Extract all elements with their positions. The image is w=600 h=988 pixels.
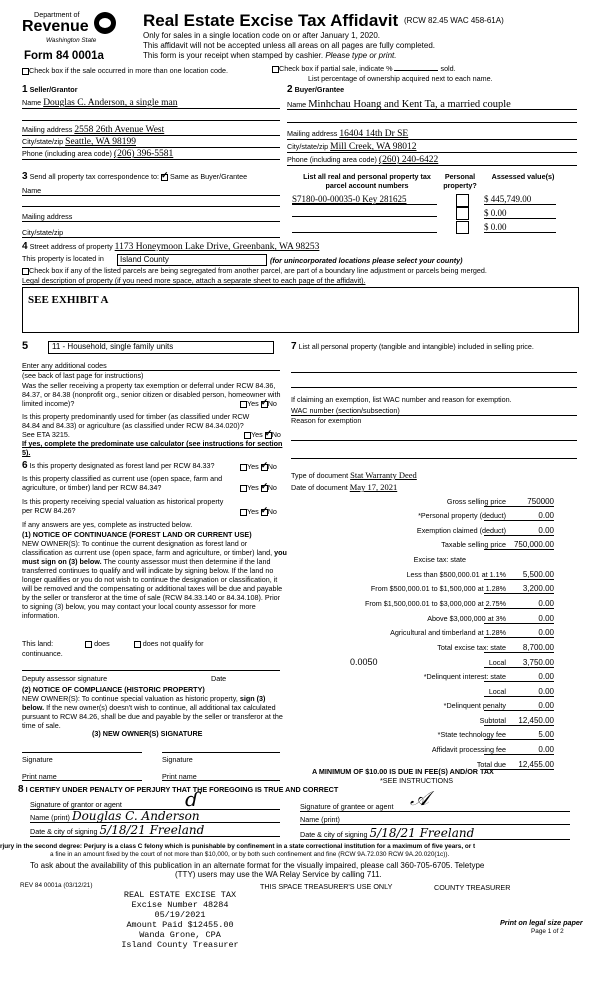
tax-label: *Personal property (deduct) bbox=[418, 511, 506, 520]
page-title: Real Estate Excise Tax Affidavit bbox=[143, 11, 399, 30]
tax-value[interactable]: 3,750.00 bbox=[484, 658, 554, 668]
deputy-signature[interactable]: Deputy assessor signature bbox=[22, 674, 108, 683]
buyer-city-field[interactable]: City/state/zip Mill Creek, WA 98012 bbox=[287, 142, 577, 153]
stamp-line: Excise Number 48284 bbox=[131, 900, 229, 910]
personal-col-header: Personal property? bbox=[443, 172, 477, 190]
dept-label: Department of bbox=[34, 10, 80, 19]
tax-label: Exemption claimed (deduct) bbox=[416, 526, 506, 535]
sec5-num: 5 bbox=[22, 340, 29, 352]
wac-number-field[interactable]: WAC number (section/subsection) bbox=[291, 406, 577, 416]
sec3-heading: 3 Send all property tax correspondence to: ✓ Same as Buyer/Grantee bbox=[22, 172, 247, 181]
sec6-q3: Is this property receiving special valuation as historical property per RCW 84.26? bbox=[22, 497, 224, 515]
sec6-h3: (3) NEW OWNER(S) SIGNATURE bbox=[92, 729, 203, 738]
treasurer-only: THIS SPACE TREASURER'S USE ONLY bbox=[260, 882, 393, 891]
minimum-due: A MINIMUM OF $10.00 IS DUE IN FEE(S) AND/OR TAX bbox=[312, 767, 494, 776]
buyer-name-field[interactable]: Name Minhchau Hoang and Kent Ta, a married couple bbox=[287, 100, 577, 110]
header-line3: This form is your receipt when stamped by cashier. Please type or print. bbox=[143, 51, 397, 60]
sec6-q2: Is this property classified as current use (open space, farm and agriculture, or timber) land per RCW 84.34? bbox=[22, 474, 223, 492]
tax-label: Affidavit processing fee bbox=[431, 745, 506, 754]
new-owner-print-1[interactable]: Print name bbox=[22, 772, 57, 781]
multi-location-checkbox[interactable] bbox=[22, 68, 29, 75]
doc-date-field[interactable]: Date of document May 17, 2021 bbox=[291, 482, 398, 492]
tax-value[interactable]: 12,455.00 bbox=[484, 760, 554, 770]
tax-label: Taxable selling price bbox=[441, 540, 506, 549]
sec6-q1: 6 Is this property designated as forest land per RCW 84.33? bbox=[22, 460, 215, 471]
availability-note-2: (TTY) users may use the WA Relay Service by calling 711. bbox=[175, 870, 382, 879]
tax-value[interactable]: 3,200.00 bbox=[484, 584, 554, 594]
tax-label: Local bbox=[488, 658, 506, 667]
seller-city-field[interactable]: City/state/zip Seattle, WA 98199 bbox=[22, 137, 280, 148]
county-note: (for unincorporated locations please select your county) bbox=[270, 256, 463, 265]
revenue-label: Revenue bbox=[22, 18, 89, 35]
sec6-q3-answer[interactable]: Yes✓ No bbox=[240, 507, 277, 516]
seller-phone-field[interactable]: Phone (including area code) (206) 396-5581 bbox=[22, 149, 280, 160]
new-owner-signature-1[interactable]: Signature bbox=[22, 755, 53, 764]
form-number: Form 84 0001a bbox=[24, 50, 104, 62]
grantor-signature: ɗ bbox=[185, 787, 199, 811]
tax-label: Total excise tax: state bbox=[437, 643, 506, 652]
buyer-heading: 2 Buyer/Grantee bbox=[287, 84, 345, 95]
tax-label: From $500,000.01 to $1,500,000 at 1.28% bbox=[370, 584, 506, 593]
sec6-q2-answer[interactable]: Yes✓ No bbox=[240, 483, 277, 492]
perjury-note-2: a fine in an amount fixed by the court of not more than $10,000, or by both such confinement and fine (RCW 9A.72.030 RCW 9A.20.020(1c)). bbox=[50, 851, 450, 858]
sec6-p1: NEW OWNER(S): To continue the current designation as forest land or classification as current use (open space, farm and agriculture, or timber) land, you must sign on (3) below. The county assessor must then determine if the land transferred continues to qualify and will indicate by signing below. If the land no longer qualifies or you do not wish to continue the designation or classification, it will be removed and the compensating or additional taxes will be due and payable by the seller or transferor at the time of sale (RCW 84.33.140 or 84.34.108). Prior to signing (3) below, you may contact your local county assessor for more information. bbox=[22, 539, 287, 620]
tax-label: From $1,500,000.01 to $3,000,000 at 2.75% bbox=[364, 599, 506, 608]
sec5-q2-answer[interactable]: Yes✓ No bbox=[244, 430, 281, 439]
parcel-row-2-personal[interactable] bbox=[456, 207, 469, 220]
sec5-q1-answer[interactable]: Yes✓ No bbox=[240, 399, 277, 408]
treasurer-stamp bbox=[110, 890, 250, 950]
exhibit-text: SEE EXHIBIT A bbox=[28, 294, 109, 306]
grantee-date-field[interactable]: Date & city of signing 5/18/21 Freeland bbox=[300, 829, 570, 840]
tax-value[interactable]: 0.00 bbox=[484, 745, 554, 755]
sec6-p2: NEW OWNER(S): To continue special valuation as historic property, sign (3) below. If the new owner(s) doesn't wish to continue, all additional tax calculated pursuant to RCW 84.26, shall be due and payable by the seller or transferor at the time of sale. bbox=[22, 694, 283, 730]
parcel-row-1[interactable]: S7180-00-00035-0 Key 281625 bbox=[292, 194, 437, 205]
street-address-field[interactable]: 4 Street address of property 1173 Honeymoon Lake Drive, Greenbank, WA 98253 bbox=[22, 241, 320, 252]
sec8-certify: 8 I CERTIFY UNDER PENALTY OF PERJURY THAT THE FOREGOING IS TRUE AND CORRECT bbox=[18, 784, 339, 795]
stamp-line: Island County Treasurer bbox=[121, 940, 239, 950]
tax-label: Agricultural and timberland at 1.28% bbox=[390, 628, 506, 637]
tax-value[interactable]: 12,450.00 bbox=[484, 716, 554, 726]
header-line2: This affidavit will not be accepted unless all areas on all pages are fully completed. bbox=[143, 41, 436, 50]
tax-value[interactable]: 0.00 bbox=[484, 511, 554, 521]
availability-note: To ask about the availability of this publication in an alternate format for the visually impaired, please call 360-705-6705. Teletype bbox=[30, 861, 485, 870]
sec6-note: If any answers are yes, complete as instructed below. bbox=[22, 520, 193, 529]
sec6-h1: (1) NOTICE OF CONTINUANCE (FOREST LAND OR CURRENT USE) bbox=[22, 530, 252, 539]
parcel-row-1-personal[interactable] bbox=[456, 194, 469, 207]
buyer-address-field[interactable]: Mailing address 16404 14th Dr SE bbox=[287, 129, 577, 140]
sec6-h2: (2) NOTICE OF COMPLIANCE (HISTORIC PROPERTY) bbox=[22, 685, 205, 694]
sec5-q1: Was the seller receiving a property tax exemption or deferral under RCW 84.36, 84.37, or 84.38 (nonprofit org., senior citizen or disabled person, homeowner with limited income)? bbox=[22, 381, 281, 408]
this-land-row[interactable]: This land: does does not qualify for bbox=[22, 639, 204, 648]
tax-value[interactable]: 0.00 bbox=[484, 526, 554, 536]
revenue-logo bbox=[22, 10, 127, 50]
grantee-name-field[interactable]: Name (print) bbox=[300, 815, 570, 825]
see-instructions: *SEE INSTRUCTIONS bbox=[380, 776, 454, 785]
header-line1: Only for sales in a single location code on or after January 1, 2020. bbox=[143, 31, 381, 40]
tax-value[interactable]: 0.00 bbox=[484, 701, 554, 711]
tax-value[interactable]: 750,000.00 bbox=[484, 540, 554, 550]
tax-value[interactable]: 5,500.00 bbox=[484, 570, 554, 580]
legal-desc-label: Legal description of property (if you need more space, attach a separate sheet to each page of the affidavit). bbox=[22, 276, 366, 285]
tax-label: Above $3,000,000 at 3% bbox=[427, 614, 506, 623]
sec5-q2b: If yes, complete the predominate use calculator (see instructions for section 5). bbox=[22, 439, 283, 457]
parcel-row-3-personal[interactable] bbox=[456, 221, 469, 234]
tax-label: Total due bbox=[476, 760, 506, 769]
sec3-city-field[interactable]: City/state/zip bbox=[22, 228, 280, 238]
assessed-col-header: Assessed value(s) bbox=[491, 172, 555, 181]
parcel-row-1-value[interactable]: $ 445,749.00 bbox=[484, 194, 556, 205]
grantee-signature-field[interactable]: Signature of grantee or agent bbox=[300, 802, 570, 812]
rev-number: REV 84 0001a (03/12/21) bbox=[20, 882, 93, 889]
grantor-signature-field[interactable]: Signature of grantor or agent bbox=[30, 800, 280, 810]
sec5-q2: Is this property predominantly used for timber (as classified under RCW 84.84 and 84.33) or agriculture (as classified under RCW 84.34.020)? See ETA 3215. bbox=[22, 412, 250, 439]
page-number: Page 1 of 2 bbox=[531, 928, 564, 935]
same-as-buyer-checkbox[interactable] bbox=[161, 174, 168, 181]
seller-name-field[interactable]: Name Douglas C. Anderson, a single man bbox=[22, 98, 280, 109]
sec7-text: 7 List all personal property (tangible and intangible) included in selling price. bbox=[291, 341, 534, 352]
stamp-line: Amount Paid $12455.00 bbox=[126, 920, 234, 930]
tax-label: *Delinquent interest: state bbox=[423, 672, 506, 681]
additional-codes-field[interactable]: Enter any additional codes bbox=[22, 361, 280, 371]
legal-desc-box[interactable] bbox=[22, 287, 579, 333]
tax-label: Local bbox=[488, 687, 506, 696]
parcel-row-2-value[interactable]: $ 0.00 bbox=[484, 208, 556, 219]
seller-address-field[interactable]: Mailing address 2558 26th Avenue West bbox=[22, 125, 280, 136]
stamp-line: REAL ESTATE EXCISE TAX bbox=[123, 890, 237, 900]
grantee-signature: 𝒜 bbox=[410, 786, 429, 810]
doc-type-field[interactable]: Type of document Stat Warranty Deed bbox=[291, 470, 417, 480]
see-back-note: (see back of last page for instructions) bbox=[22, 371, 144, 380]
perjury-note: rjury in the second degree: Perjury is a class C felony which is punishable by confinement in a state correctional institution for a maximum of five years, or t bbox=[0, 843, 476, 850]
partial-sale-checkbox[interactable] bbox=[272, 66, 279, 73]
sec6-q1-answer[interactable]: Yes✓ No bbox=[240, 462, 277, 471]
stamp-line: 05/19/2021 bbox=[154, 910, 206, 920]
tax-value[interactable]: 0.00 bbox=[484, 672, 554, 682]
tax-label: *Delinquent penalty bbox=[443, 701, 506, 710]
tax-value[interactable]: 0.00 bbox=[484, 599, 554, 609]
state-label: Washington State bbox=[46, 37, 97, 44]
pct-note: List percentage of ownership acquired next to each name. bbox=[308, 74, 493, 83]
segregated-checkbox[interactable] bbox=[22, 268, 29, 275]
tax-label: *State technology fee bbox=[437, 730, 506, 739]
partial-sale-check[interactable]: Check box if partial sale, indicate % sold. bbox=[272, 64, 456, 73]
rcw-ref: (RCW 82.45 WAC 458-61A) bbox=[404, 16, 504, 25]
continuance-label: continuance. bbox=[22, 649, 63, 658]
tax-label: Gross selling price bbox=[446, 497, 506, 506]
grantor-name-field[interactable]: Name (print) Douglas C. Anderson bbox=[30, 812, 280, 823]
multi-location-check[interactable]: Check box if the sale occurred in more than one location code. bbox=[22, 66, 228, 75]
buyer-phone-field[interactable]: Phone (including area code) (260) 240-6422 bbox=[287, 155, 577, 166]
parcel-row-3-value[interactable]: $ 0.00 bbox=[484, 222, 556, 233]
seller-heading: 1 Seller/Grantor bbox=[22, 84, 78, 95]
county-field: This property is located in bbox=[22, 254, 104, 263]
parcel-col-header: List all real and personal property tax parcel account numbers bbox=[303, 172, 431, 190]
wac-label: If claiming an exemption, list WAC number and reason for exemption. bbox=[291, 395, 512, 404]
tax-value[interactable]: 8,700.00 bbox=[484, 643, 554, 653]
tax-value[interactable]: 0.00 bbox=[484, 687, 554, 697]
tax-table bbox=[290, 497, 578, 737]
revenue-swirl-icon bbox=[94, 12, 116, 34]
reason-field[interactable]: Reason for exemption bbox=[291, 416, 362, 425]
segregated-check[interactable]: Check box if any of the listed parcels are being segregated from another parcel, are part of a boundary line adjustment or parcels being merged. bbox=[22, 266, 487, 275]
county-select[interactable]: Island County bbox=[117, 254, 267, 266]
stamp-line: Wanda Grone, CPA bbox=[139, 930, 221, 940]
tax-label: Subtotal bbox=[479, 716, 506, 725]
grantor-date-field[interactable]: Date & city of signing 5/18/21 Freeland bbox=[30, 826, 280, 837]
local-rate[interactable]: 0.0050 bbox=[350, 657, 378, 667]
tax-label: Less than $500,000.01 at 1.1% bbox=[406, 570, 506, 579]
parcel-row-2[interactable] bbox=[292, 216, 437, 217]
new-owner-signature-2[interactable]: Signature bbox=[162, 755, 193, 764]
tax-value[interactable]: 0.00 bbox=[484, 614, 554, 624]
use-code-select[interactable]: 11 - Household, single family units bbox=[48, 341, 274, 354]
sec3-name-field[interactable]: Name bbox=[22, 186, 280, 196]
tax-value[interactable]: 750000 bbox=[484, 497, 554, 507]
tax-value[interactable]: 0.00 bbox=[484, 628, 554, 638]
county-treasurer: COUNTY TREASURER bbox=[434, 883, 511, 892]
legal-paper-note: Print on legal size paper bbox=[500, 918, 583, 927]
parcel-row-3[interactable] bbox=[292, 232, 437, 233]
deputy-date[interactable]: Date bbox=[211, 674, 227, 683]
new-owner-print-2[interactable]: Print name bbox=[162, 772, 197, 781]
tax-value[interactable]: 5.00 bbox=[484, 730, 554, 740]
tax-label: Excise tax: state bbox=[413, 555, 466, 564]
sec3-mail-field[interactable]: Mailing address bbox=[22, 212, 280, 222]
